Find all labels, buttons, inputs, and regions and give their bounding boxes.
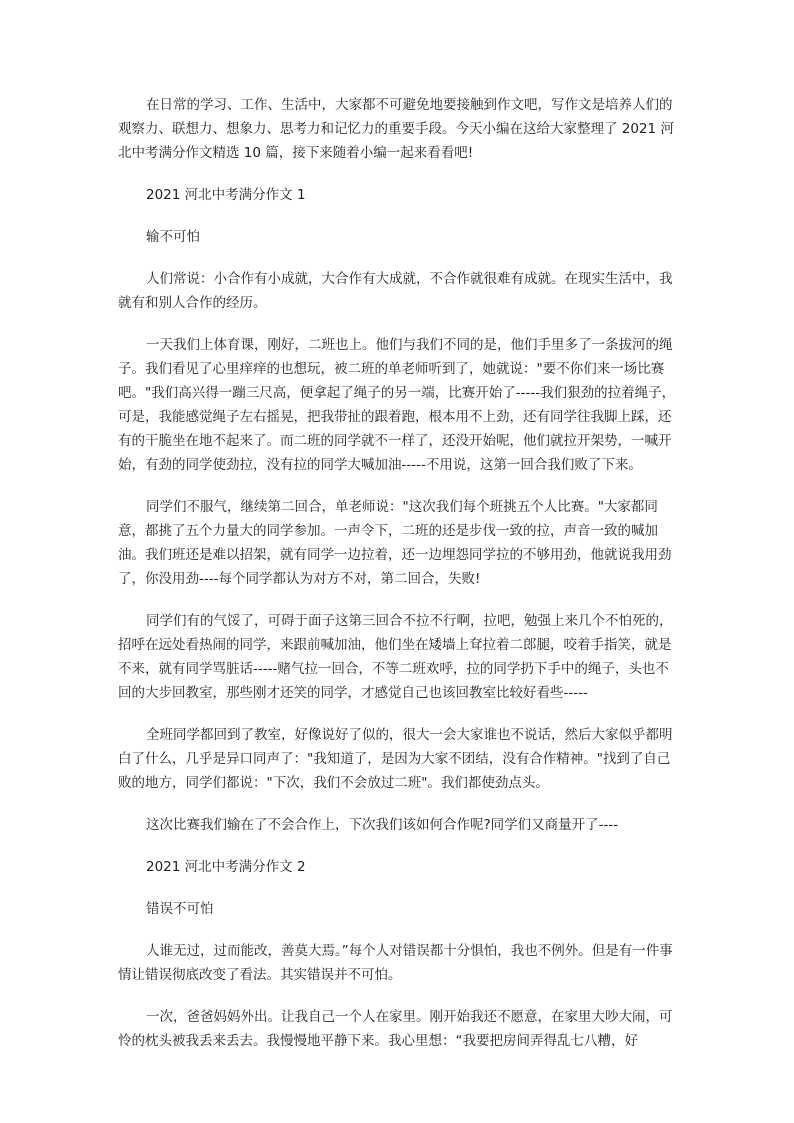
essay-1-paragraph: 一天我们上体育课，刚好，二班也上。他们与我们不同的是，他们手里多了一条拔河的绳子。我们看见了心里痒痒的也想玩，被二班的单老师听到了，她就说："要不你们来一场比赛吧。"我们高兴得一蹦三尺高，便拿起了绳子的另一端，比赛开始了-----我们狠劲的拉着绳子，可是，我能感觉绳子左右摇晃，把我带扯的跟着跑，根本用不上劲，还有同学往我脚上踩，还有的干脆坐在地不起来了。而二班的同学就不一样了，还没开始呢，他们就拉开架势，一喊开始，有劲的同学使劲拉，没有拉的同学大喊加油-----不用说，这第一回合我们败了下来。 [118, 337, 676, 473]
essay-2-heading: 2021 河北中考满分作文 2 [146, 859, 306, 875]
essay-2-paragraph: 人谁无过，过而能改，善莫大焉。”每个人对错误都十分惧怕，我也不例外。但是有一件事情让错误彻底改变了看法。其实错误并不可怕。 [118, 943, 673, 983]
essay-1-paragraph: 这次比赛我们输在了不会合作上，下次我们该如何合作呢?同学们又商量开了---- [146, 817, 619, 833]
essay-2-title: 错误不可怕 [146, 901, 214, 917]
essay-1-paragraph: 同学们有的气馁了，可碍于面子这第三回合不拉不行啊，拉吧，勉强上来几个不怕死的，招呼在远处看热闹的同学，来跟前喊加油，他们坐在矮墙上耷拉着二郎腿，咬着手指笑，就是不来，就有同学骂脏话-----赌气拉一回合，不等二班欢呼，拉的同学扔下手中的绳子，头也不回的大步回教室，那些刚才还笑的同学，才感觉自己也该回教室比较好看些----- [118, 613, 673, 701]
document-page [118, 93, 682, 1071]
essay-2-paragraph: 一次，爸爸妈妈外出。让我自己一个人在家里。刚开始我还不愿意，在家里大吵大闹，可怜的枕头被我丢来丢去。我慢慢地平静下来。我心里想：“我要把房间弄得乱七八糟，好 [118, 1009, 673, 1049]
essay-1-paragraph: 人们常说：小合作有小成就，大合作有大成就，不合作就很难有成就。在现实生活中，我就有和别人合作的经历。 [118, 271, 673, 311]
essay-1-paragraph: 同学们不服气，继续第二回合，单老师说："这次我们每个班挑五个人比赛。"大家都同意，都挑了五个力量大的同学参加。一声令下，二班的还是步伐一致的拉，声音一致的喊加油。我们班还是难以招架，就有同学一边拉着，还一边埋怨同学拉的不够用劲，他就说我用劲了，你没用劲----每个同学都认为对方不对，第二回合，失败! [118, 499, 672, 587]
essay-1-title: 输不可怕 [146, 229, 200, 245]
essay-1-heading: 2021 河北中考满分作文 1 [146, 187, 306, 203]
intro-paragraph: 在日常的学习、工作、生活中，大家都不可避免地要接触到作文吧，写作文是培养人们的观察力、联想力、想象力、思考力和记忆力的重要手段。今天小编在这给大家整理了 2021 河北中考满分作文精选 10 篇，接下来随着小编一起来看看吧! [118, 97, 674, 161]
essay-1-paragraph: 全班同学都回到了教室，好像说好了似的，很大一会大家谁也不说话，然后大家似乎都明白了什么，几乎是异口同声了："我知道了，是因为大家不团结，没有合作精神。"找到了自己败的地方，同学们都说："下次，我们不会放过二班"。我们都使劲点头。 [118, 727, 673, 791]
